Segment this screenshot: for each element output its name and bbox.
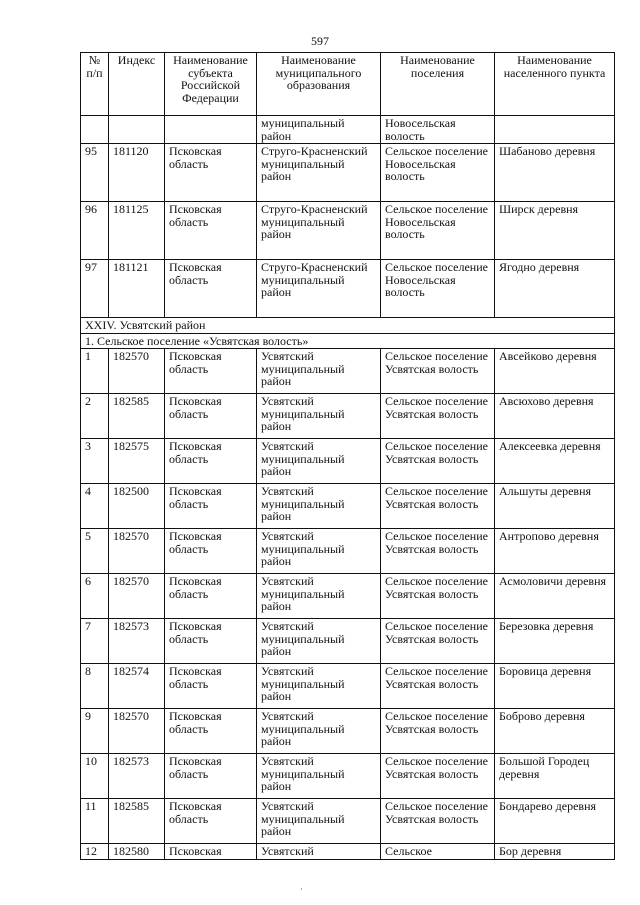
- header-subject: Наименование субъекта Российской Федерации: [165, 53, 257, 116]
- header-settlement: Наименование поселения: [381, 53, 495, 116]
- cell-municipality: Усвятский муниципальный район: [257, 484, 381, 529]
- table-row: [81, 664, 615, 709]
- cell-subject: Псковская область: [165, 144, 257, 202]
- header-index: Индекс: [109, 53, 165, 116]
- table-row: [81, 754, 615, 799]
- settlements-table: [80, 52, 615, 860]
- cell-number: 12: [81, 844, 109, 860]
- cell-subject: Псковская область: [165, 664, 257, 709]
- cell-index: 182585: [109, 394, 165, 439]
- page-number: 597: [311, 34, 329, 48]
- cell-municipality: Усвятский муниципальный район: [257, 754, 381, 799]
- cell-subject: Псковская область: [165, 574, 257, 619]
- cell-index: 182585: [109, 799, 165, 844]
- cell-number: 96: [81, 202, 109, 260]
- cell-municipality: Усвятский муниципальный район: [257, 529, 381, 574]
- cell-locality: Авсейково деревня: [495, 349, 615, 394]
- cell-locality: Бондарево деревня: [495, 799, 615, 844]
- cell-municipality: Струго-Красненский муниципальный район: [257, 202, 381, 260]
- table-row: [81, 394, 615, 439]
- cell-index: 182574: [109, 664, 165, 709]
- cell-index: 182500: [109, 484, 165, 529]
- cell-locality: [495, 116, 615, 144]
- cell-index: 182575: [109, 439, 165, 484]
- cell-number: 1: [81, 349, 109, 394]
- cell-index: 182573: [109, 754, 165, 799]
- cell-municipality: Усвятский муниципальный район: [257, 574, 381, 619]
- cell-settlement: Сельское поселение Усвятская волость: [381, 754, 495, 799]
- cell-number: 6: [81, 574, 109, 619]
- table-row: [81, 529, 615, 574]
- cell-number: 95: [81, 144, 109, 202]
- cell-index: 181120: [109, 144, 165, 202]
- cell-municipality: муниципальный район: [257, 116, 381, 144]
- cell-locality: Бор деревня: [495, 844, 615, 860]
- cell-locality: Авсюхово деревня: [495, 394, 615, 439]
- cell-settlement: Новосельская волость: [381, 116, 495, 144]
- cell-municipality: Усвятский: [257, 844, 381, 860]
- cell-subject: Псковская область: [165, 349, 257, 394]
- header-locality: Наименование населенного пункта: [495, 53, 615, 116]
- cell-municipality: Усвятский муниципальный район: [257, 439, 381, 484]
- cell-index: 181121: [109, 260, 165, 318]
- cell-index: 182573: [109, 619, 165, 664]
- cell-number: 10: [81, 754, 109, 799]
- cell-municipality: Усвятский муниципальный район: [257, 799, 381, 844]
- table-header-row: [81, 53, 615, 116]
- cell-subject: Псковская: [165, 844, 257, 860]
- cell-settlement: Сельское поселение Новосельская волость: [381, 202, 495, 260]
- cell-settlement: Сельское поселение Новосельская волость: [381, 144, 495, 202]
- cell-municipality: Струго-Красненский муниципальный район: [257, 144, 381, 202]
- cell-settlement: Сельское поселение Новосельская волость: [381, 260, 495, 318]
- cell-settlement: Сельское поселение Усвятская волость: [381, 484, 495, 529]
- table-row: [81, 439, 615, 484]
- table-row: [81, 484, 615, 529]
- cell-municipality: Усвятский муниципальный район: [257, 619, 381, 664]
- cell-number: 5: [81, 529, 109, 574]
- cell-locality: Боровица деревня: [495, 664, 615, 709]
- header-municipality: Наименование муниципального образования: [257, 53, 381, 116]
- cell-settlement: Сельское поселение Усвятская волость: [381, 349, 495, 394]
- section-heading: 1. Сельское поселение «Усвятская волость»: [81, 333, 615, 349]
- cell-number: [81, 116, 109, 144]
- cell-municipality: Усвятский муниципальный район: [257, 664, 381, 709]
- cell-subject: Псковская область: [165, 754, 257, 799]
- cell-subject: Псковская область: [165, 439, 257, 484]
- cell-settlement: Сельское поселение Усвятская волость: [381, 394, 495, 439]
- cell-locality: Альшуты деревня: [495, 484, 615, 529]
- cell-index: 182570: [109, 529, 165, 574]
- cell-settlement: Сельское поселение Усвятская волость: [381, 574, 495, 619]
- cell-locality: Боброво деревня: [495, 709, 615, 754]
- cell-index: [109, 116, 165, 144]
- cell-subject: Псковская область: [165, 799, 257, 844]
- cell-number: 97: [81, 260, 109, 318]
- cell-municipality: Усвятский муниципальный район: [257, 394, 381, 439]
- cell-settlement: Сельское поселение Усвятская волость: [381, 709, 495, 754]
- cell-subject: Псковская область: [165, 709, 257, 754]
- table-row: [81, 144, 615, 202]
- cell-settlement: Сельское поселение Усвятская волость: [381, 664, 495, 709]
- table-row: [81, 574, 615, 619]
- cell-subject: Псковская область: [165, 484, 257, 529]
- cell-number: 3: [81, 439, 109, 484]
- cell-number: 7: [81, 619, 109, 664]
- cell-locality: Асмоловичи деревня: [495, 574, 615, 619]
- cell-index: 182580: [109, 844, 165, 860]
- cell-municipality: Усвятский муниципальный район: [257, 349, 381, 394]
- cell-subject: Псковская область: [165, 529, 257, 574]
- cell-locality: Березовка деревня: [495, 619, 615, 664]
- cell-index: 182570: [109, 349, 165, 394]
- cell-number: 8: [81, 664, 109, 709]
- cell-municipality: Струго-Красненский муниципальный район: [257, 260, 381, 318]
- cell-municipality: Усвятский муниципальный район: [257, 709, 381, 754]
- cell-index: 182570: [109, 574, 165, 619]
- cell-locality: Антропово деревня: [495, 529, 615, 574]
- cell-subject: [165, 116, 257, 144]
- cell-subject: Псковская область: [165, 202, 257, 260]
- table-body: [81, 116, 615, 860]
- cell-number: 2: [81, 394, 109, 439]
- scan-speck: ·: [300, 884, 303, 894]
- section-heading-row: [81, 333, 615, 349]
- header-number: № п/п: [81, 53, 109, 116]
- table-row: [81, 844, 615, 860]
- cell-locality: Ягодно деревня: [495, 260, 615, 318]
- cell-locality: Алексеевка деревня: [495, 439, 615, 484]
- cell-locality: Ширск деревня: [495, 202, 615, 260]
- cell-locality: Шабаново деревня: [495, 144, 615, 202]
- cell-settlement: Сельское поселение Усвятская волость: [381, 529, 495, 574]
- cell-settlement: Сельское поселение Усвятская волость: [381, 439, 495, 484]
- table-row: [81, 202, 615, 260]
- cell-settlement: Сельское: [381, 844, 495, 860]
- cell-number: 9: [81, 709, 109, 754]
- cell-settlement: Сельское поселение Усвятская волость: [381, 619, 495, 664]
- cell-settlement: Сельское поселение Усвятская волость: [381, 799, 495, 844]
- cell-number: 11: [81, 799, 109, 844]
- cell-locality: Большой Городец деревня: [495, 754, 615, 799]
- cell-index: 182570: [109, 709, 165, 754]
- table-row: [81, 799, 615, 844]
- section-heading-row: [81, 318, 615, 334]
- table-row: [81, 619, 615, 664]
- cell-subject: Псковская область: [165, 394, 257, 439]
- table-row: [81, 116, 615, 144]
- cell-subject: Псковская область: [165, 619, 257, 664]
- section-heading: XXIV. Усвятский район: [81, 318, 615, 334]
- cell-index: 181125: [109, 202, 165, 260]
- cell-subject: Псковская область: [165, 260, 257, 318]
- table-row: [81, 349, 615, 394]
- table-row: [81, 709, 615, 754]
- cell-number: 4: [81, 484, 109, 529]
- table-row: [81, 260, 615, 318]
